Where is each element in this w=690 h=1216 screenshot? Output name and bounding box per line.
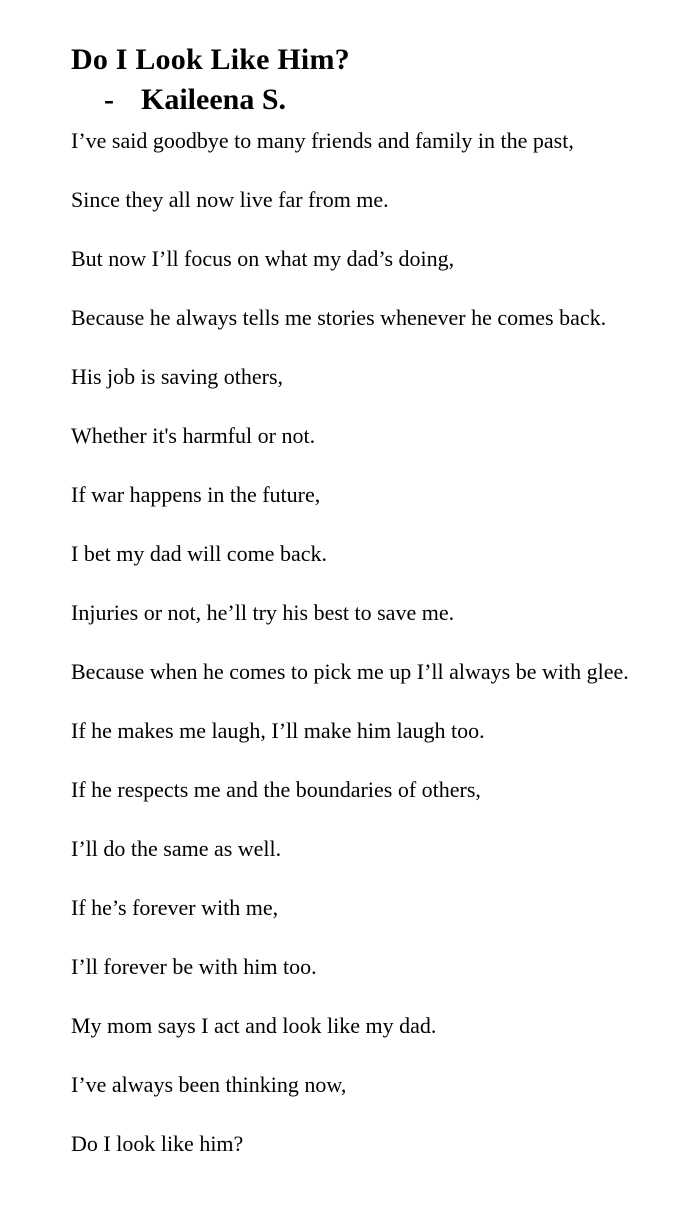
poem-line: If he’s forever with me,: [71, 895, 279, 920]
poem-line: My mom says I act and look like my dad.: [71, 1013, 437, 1038]
poem-line: If war happens in the future,: [71, 482, 321, 507]
poem-lines: [71, 127, 650, 1158]
poem-line: I’ll forever be with him too.: [71, 954, 317, 979]
byline-dash: -: [104, 83, 114, 116]
poem-line: Injuries or not, he’ll try his best to save me.: [71, 600, 455, 625]
poem-line: I bet my dad will come back.: [71, 541, 327, 566]
poem-line: His job is saving others,: [71, 364, 284, 389]
poem-line: I’ve said goodbye to many friends and family in the past,: [71, 128, 574, 153]
poem-line: I’ve always been thinking now,: [71, 1072, 347, 1097]
poem-line: Whether it's harmful or not.: [71, 423, 316, 448]
poem-line: If he makes me laugh, I’ll make him laugh too.: [71, 718, 485, 743]
poem-line: Since they all now live far from me.: [71, 187, 389, 212]
byline-author: Kaileena S.: [141, 83, 287, 116]
poem-line: But now I’ll focus on what my dad’s doing,: [71, 246, 455, 271]
poem-line: Because when he comes to pick me up I’ll always be with glee.: [71, 659, 629, 684]
poem-line: If he respects me and the boundaries of others,: [71, 777, 481, 802]
poem-line: I’ll do the same as well.: [71, 836, 282, 861]
poem-line: Do I look like him?: [71, 1131, 244, 1156]
poem-title: Do I Look Like Him?: [71, 43, 350, 76]
poem-byline: [71, 81, 650, 119]
poem-line: Because he always tells me stories whenever he comes back.: [71, 305, 607, 330]
